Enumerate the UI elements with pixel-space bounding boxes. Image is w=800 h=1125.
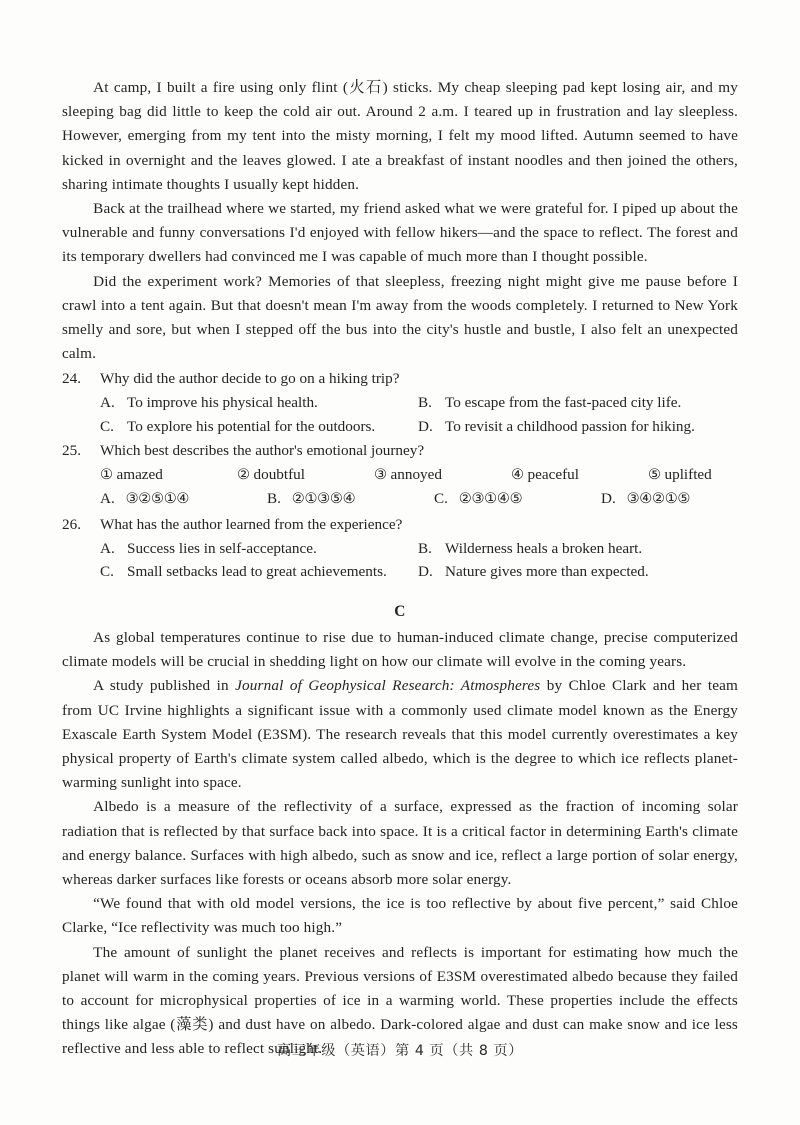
- sequence-option-c[interactable]: [434, 487, 601, 512]
- option-text: To revisit a childhood passion for hiking.: [445, 417, 695, 435]
- circled-label: doubtful: [253, 465, 305, 483]
- section-c-paragraph: The amount of sunlight the planet receives and reflects is important for estimating how much the planet will warm in the coming years. Previous versions of E3SM overestimated albedo because they failed to account for microphysical properties of ice in a warming world. These properties include the effects things like algae (藻类) and dust have on albedo. Dark-colored algae and dust can make snow and ice less reflective and less able to reflect sunlight.: [62, 943, 738, 1058]
- option-a[interactable]: [100, 391, 418, 415]
- option-letter: B.: [418, 394, 432, 412]
- option-d[interactable]: [418, 415, 738, 439]
- question-number: 24.: [62, 370, 81, 388]
- circled-label: annoyed: [390, 465, 442, 483]
- circled-item-row: [62, 463, 738, 488]
- section-label-c: C: [394, 602, 406, 620]
- circled-marker: ③: [374, 466, 387, 483]
- circled-marker: ①: [100, 466, 113, 483]
- circled-label: uplifted: [664, 465, 712, 483]
- question-25: [62, 439, 738, 512]
- option-row: [62, 415, 738, 439]
- question-number: 25.: [62, 442, 81, 460]
- option-sequence: ②③①④⑤: [458, 491, 523, 508]
- option-b[interactable]: [418, 391, 738, 415]
- passage-paragraph: Back at the trailhead where we started, my friend asked what we were grateful for. I piped up about the vulnerable and funny conversations I'd enjoyed with fellow hikers—and the space to reflect. The forest and its temporary dwellers had convinced me I was capable of much more than I thought possible.: [62, 200, 738, 266]
- option-letter: A.: [100, 394, 115, 412]
- page-content: [62, 76, 738, 1062]
- circled-item: [237, 463, 374, 488]
- question-number: 26.: [62, 516, 81, 534]
- option-c[interactable]: [100, 415, 418, 439]
- option-letter: D.: [418, 563, 433, 581]
- circled-item: [511, 463, 648, 488]
- option-c[interactable]: [100, 560, 418, 584]
- question-stem: [62, 367, 738, 391]
- passage-paragraph: Did the experiment work? Memories of that sleepless, freezing night might give me pause before I crawl into a tent again. But that doesn't mean I'm away from the woods completely. I returned to New York smelly and sore, but when I stepped off the bus into the city's hustle and bustle, I also felt an unexpected calm.: [62, 272, 738, 363]
- option-letter: A.: [100, 539, 115, 557]
- question-stem: [62, 513, 738, 537]
- option-sequence: ③④②①⑤: [626, 491, 691, 508]
- sequence-option-d[interactable]: [601, 487, 690, 512]
- option-letter: C.: [100, 417, 114, 435]
- question-text: Which best describes the author's emotional journey?: [100, 442, 425, 460]
- option-letter: B.: [267, 490, 281, 508]
- paragraph-lead-text: A study published in: [93, 677, 236, 695]
- circled-marker: ②: [237, 466, 250, 483]
- option-row: [62, 391, 738, 415]
- option-letter: C.: [434, 490, 448, 508]
- question-text: What has the author learned from the experience?: [100, 516, 403, 534]
- option-sequence: ③②⑤①④: [125, 491, 190, 508]
- circled-marker: ⑤: [648, 466, 661, 483]
- option-text: To escape from the fast-paced city life.: [445, 394, 682, 412]
- option-b[interactable]: [418, 537, 738, 561]
- option-text: Nature gives more than expected.: [445, 563, 649, 581]
- section-c-quote-paragraph: “We found that with old model versions, the ice is too reflective by about five percent,” said Chloe Clarke, “Ice reflectivity was much too high.”: [62, 895, 738, 937]
- option-text: To improve his physical health.: [127, 394, 318, 412]
- sequence-option-row: [62, 487, 738, 512]
- option-letter: D.: [601, 490, 616, 508]
- circled-marker: ④: [511, 466, 524, 483]
- question-24: [62, 367, 738, 438]
- option-letter: B.: [418, 539, 432, 557]
- journal-title: Journal of Geophysical Research: Atmospheres: [235, 677, 541, 695]
- section-c-paragraph: Albedo is a measure of the reflectivity of a surface, expressed as the fraction of incoming solar radiation that is reflected by that surface back into space. It is a critical factor in determining Earth's climate and energy balance. Surfaces with high albedo, such as snow and ice, reflect a large portion of solar energy, whereas darker surfaces like forests or oceans absorb more solar energy.: [62, 798, 738, 889]
- option-text: To explore his potential for the outdoors.: [127, 417, 376, 435]
- question-26: [62, 513, 738, 584]
- circled-label: peaceful: [527, 465, 579, 483]
- section-c-paragraph: As global temperatures continue to rise due to human-induced climate change, precise computerized climate models will be crucial in shedding light on how our climate will evolve in the coming years.: [62, 628, 738, 671]
- circled-item: [374, 463, 511, 488]
- paragraph-trail-text: by Chloe Clark and her team from UC Irvine highlights a significant issue with a commonly used climate model known as the Energy Exascale Earth System Model (E3SM). The research reveals that this model currently overestimates a key physical property of Earth's climate system called albedo, which is the degree to which ice reflects planet-warming sunlight into space.: [62, 677, 738, 792]
- option-text: Success lies in self-acceptance.: [127, 539, 317, 557]
- passage-paragraph: At camp, I built a fire using only flint (火石) sticks. My cheap sleeping pad kept losing air, and my sleeping bag did little to keep the cold air out. Around 2 a.m. I teared up in frustration and lay sleepless. However, emerging from my tent into the misty morning, I felt my mood lifted. Autumn seemed to have kicked in overnight and the leaves glowed. I ate a breakfast of instant noodles and then joined the others, sharing intimate thoughts I usually kept hidden.: [62, 79, 738, 193]
- sequence-option-b[interactable]: [267, 487, 434, 512]
- option-row: [62, 537, 738, 561]
- option-sequence: ②①③⑤④: [291, 491, 356, 508]
- page-footer: 高三年级（英语）第 4 页（共 8 页）: [276, 1043, 524, 1059]
- section-c-paragraph-journal: [62, 674, 738, 795]
- question-stem: [62, 439, 738, 463]
- sequence-option-a[interactable]: [100, 487, 267, 512]
- option-a[interactable]: [100, 537, 418, 561]
- question-text: Why did the author decide to go on a hiking trip?: [100, 370, 400, 388]
- option-text: Small setbacks lead to great achievements.: [127, 563, 387, 581]
- option-letter: A.: [100, 490, 115, 508]
- option-letter: C.: [100, 563, 114, 581]
- circled-label: amazed: [116, 465, 163, 483]
- circled-item: [100, 463, 237, 488]
- option-d[interactable]: [418, 560, 738, 584]
- circled-item: [648, 463, 712, 488]
- option-letter: D.: [418, 417, 433, 435]
- option-row: [62, 560, 738, 584]
- option-text: Wilderness heals a broken heart.: [445, 539, 643, 557]
